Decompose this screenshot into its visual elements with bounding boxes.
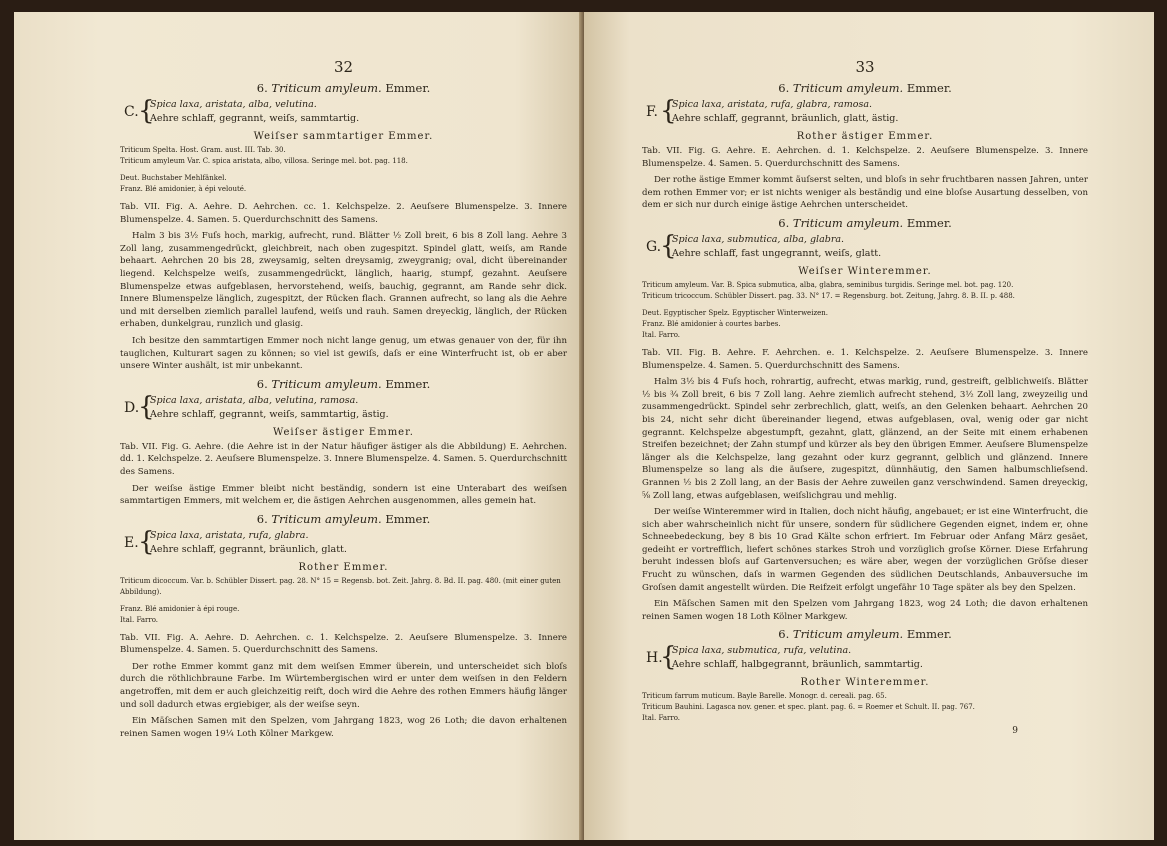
german-diagnosis: Aehre schlaff, gegrannt, weiſs, sammtartig. — [150, 113, 360, 124]
brace-icon: { — [138, 526, 155, 557]
variety-letter: E. — [124, 534, 139, 551]
section-title — [642, 216, 1088, 230]
vernacular-name: Deut. Egyptischer Spelz. Egyptischer Winterweizen. — [642, 308, 829, 317]
section-number: 6. — [778, 627, 790, 642]
common-name: Emmer. — [385, 511, 431, 526]
latin-diagnosis: Spica laxa, aristata, rufa, glabra, ramosa. — [672, 99, 872, 110]
paragraph: Der rothe Emmer kommt ganz mit dem weiſsen Emmer überein, und unterscheidet sich bloſs durch die röthlichbraune Farbe. Im Würtembergischen wird er unter dem weiſsen in den Feldern angetroffen, mit dem er auch gleichzeitig reift, doch wird die Aehre des rothen Emmers häufig länger und soll dadurch etwas ergiebiger, als der weiſse seyn. — [120, 661, 567, 710]
vernacular-name: Deut. Buchstaber Mehlfänkel. — [120, 174, 227, 182]
variety-letter: C. — [124, 104, 139, 120]
section-title — [120, 377, 567, 391]
section-number: 6. — [778, 215, 790, 230]
paragraph: Tab. VII. Fig. A. Aehre. D. Aehrchen. c. 1. Kelchspelze. 2. Aeuſsere Blumenspelze. 3. Innere Blumenspelze. 4. Samen. 5. Querdurchschnitt des Samens. — [120, 632, 567, 656]
german-diagnosis: Aehre schlaff, gegrannt, bräunlich, glatt. — [150, 543, 347, 555]
right-page-content — [642, 12, 1088, 736]
paragraph: Halm 3 bis 3½ Fuſs hoch, markig, aufrecht, rund. Blätter ½ Zoll breit, 6 bis 8 Zoll lang. Aehre 3 Zoll lang, zusammengedrückt, gleichbreit, nach oben zugespitzt. Spindel glatt, weiſs, am Rande behaart. Aehrchen 20 bis 28, zweysamig, selten dreysamig, zweygranig; oval, dicht übereinander liegend. Kelchspelze weiſs, zusammengedrückt, länglich, haarig, stumpf, gezahnt. Aeuſsere Blumenspelze etwas aufgeblasen, hervorstehend, weiſs, bauchig, gegrannt, am Rande sehr dick. Innere Blumenspelze länglich, zugespitzt, der Rücken flach. Grannen aufrecht, so lang als die Aehre und mit derselben ziemlich parallel laufend, weiſs und rauh. Samen dreyeckig, länglich, der Rücken erhaben, dunkelgrau, runzlich und glasig. — [120, 231, 567, 330]
latin-diagnosis: Spica laxa, aristata, alba, velutina. — [150, 99, 317, 110]
species-name: Triticum amyleum. — [271, 81, 382, 95]
paragraph: Tab. VII. Fig. B. Aehre. F. Aehrchen. e. 1. Kelchspelze. 2. Aeuſsere Blumenspelze. 3. Innere Blumenspelze. 4. Samen. 5. Querdurchschnitt des Samens. — [642, 347, 1088, 371]
latin-diagnosis: Spica laxa, submutica, alba, glabra. — [672, 233, 845, 245]
diagnosis — [642, 642, 1088, 673]
common-name: Emmer. — [906, 81, 952, 95]
vernacular-name: Ital. Farro. — [642, 330, 681, 339]
brace-icon: { — [138, 391, 155, 422]
species-name: Triticum amyleum. — [271, 511, 382, 526]
section-title — [642, 627, 1088, 641]
vernacular-name: Ital. Farro. — [642, 714, 681, 723]
species-name: Triticum amyleum. — [792, 81, 904, 95]
common-name: Emmer. — [906, 215, 952, 230]
section-number: 6. — [256, 81, 268, 95]
reference: Triticum Bauhini. Lagasca nov. gener. et spec. plant. pag. 6. = Roemer et Schult. II. pag. 767. — [642, 703, 975, 712]
diagnosis — [120, 526, 567, 558]
variety-name: Weiſser Winteremmer. — [798, 265, 932, 277]
brace-icon: { — [660, 230, 677, 261]
paragraph: Ein Mäſschen Samen mit den Spelzen vom Jahrgang 1823, wog 24 Loth; die davon erhaltenen reinen Samen wogen 18 Loth Kölner Markgew. — [642, 599, 1088, 622]
variety-name: Weiſser ästiger Emmer. — [273, 426, 414, 438]
paragraph: Der weiſse Winteremmer wird in Italien, doch nicht häufig, angebauet; er ist eine Winterfrucht, die sich aber wahrscheinlich nicht für unsere, sondern für südlichere Gegenden eignet, indem er, ohne Schneebedeckung, bey 8 bis 10 Grad Kälte schon erfriert. Im Februar oder Anfang März gesäet, gedeiht er vortrefflich, liefert schönes starkes Stroh und vorzüglich groſse Körner. Diese Erfahrung beruht indessen bloſs auf Gartenversuchen; es wäre aber, wegen der vorzüglichen Gröſse dieser Frucht zu wünschen, daſs in warmen Gegenden des südlichen Deutschlands, Anbauversuche im Groſsen damit angestellt würden. Die Reifzeit erfolgt ungefähr 10 Tage später als bey den Spelzen. — [642, 507, 1088, 593]
variety-name: Rother ästiger Emmer. — [796, 131, 934, 142]
common-name: Emmer. — [906, 627, 952, 642]
species-name: Triticum amyleum. — [792, 627, 904, 642]
brace-icon: { — [138, 96, 155, 126]
reference: Triticum dicoccum. Var. b. Schübler Dissert. pag. 28. N° 15 = Regensb. bot. Zeit. Jahrg. 8. Bd. II. pag. 480. (mit einer guten Abbildung). — [120, 576, 561, 596]
german-diagnosis: Aehre schlaff, gegrannt, bräunlich, glatt, ästig. — [672, 113, 899, 124]
vernacular-name: Franz. Blé amidonier à courtes barbes. — [642, 319, 781, 328]
german-diagnosis: Aehre schlaff, fast ungegrannt, weiſs, glatt. — [672, 247, 882, 259]
vernacular-name: Ital. Farro. — [120, 615, 159, 624]
brace-icon: { — [660, 96, 677, 126]
diagnosis — [642, 230, 1088, 262]
common-name: Emmer. — [385, 376, 431, 391]
paragraph: Ein Mäſschen Samen mit den Spelzen, vom Jahrgang 1823, wog 26 Loth; die davon erhaltenen reinen Samen wogen 19¼ Loth Kölner Markgew. — [120, 716, 567, 739]
latin-diagnosis: Spica laxa, aristata, rufa, glabra. — [150, 529, 309, 541]
section-title — [120, 512, 567, 526]
variety-name: Rother Emmer. — [298, 561, 389, 573]
reference: Triticum amyleum Var. C. spica aristata, albo, villosa. Seringe mel. bot. pag. 118. — [120, 157, 408, 165]
variety-name: Rother Winteremmer. — [800, 677, 930, 689]
vernacular-name: Franz. Blé amidonier, à épi velouté. — [120, 185, 247, 193]
section-number: 6. — [256, 511, 268, 526]
german-diagnosis: Aehre schlaff, gegrannt, weiſs, sammtartig, ästig. — [150, 408, 389, 420]
signature-mark: 9 — [1012, 726, 1018, 737]
latin-diagnosis: Spica laxa, submutica, rufa, velutina. — [672, 645, 852, 657]
german-diagnosis: Aehre schlaff, halbgegrannt, bräunlich, sammtartig. — [672, 659, 923, 671]
section-title — [120, 81, 567, 95]
variety-letter: H. — [646, 650, 663, 667]
left-page — [14, 12, 584, 840]
reference: Triticum Spelta. Host. Gram. aust. III. Tab. 30. — [120, 146, 286, 154]
diagnosis — [642, 96, 1088, 127]
variety-letter: F. — [646, 104, 658, 120]
paragraph: Der weiſse ästige Emmer bleibt nicht beständig, sondern ist eine Unterabart des weiſsen sammtartigen Emmers, mit welchem er, die ästigen Aehrchen ausgenommen, alles gemein hat. — [120, 483, 567, 507]
variety-letter: G. — [646, 238, 662, 255]
vernacular-name: Franz. Blé amidonier à épi rouge. — [120, 604, 240, 613]
page-number: 33 — [855, 58, 875, 76]
reference: Triticum tricoccum. Schübler Dissert. pag. 33. N° 17. = Regensburg. bot. Zeitung, Jahrg. 8. B. II. p. 488. — [642, 291, 1015, 300]
paragraph: Tab. VII. Fig. G. Aehre. (die Aehre ist in der Natur häufiger ästiger als die Abbildung) E. Aehrchen. dd. 1. Kelchspelze. 2. Aeuſsere Blumenspelze. 3. Innere Blumenspelze. 4. Samen. 5. Querdurchschnitt des Samens. — [120, 441, 567, 477]
right-page — [584, 12, 1154, 840]
diagnosis — [120, 96, 567, 127]
species-name: Triticum amyleum. — [271, 376, 382, 391]
variety-letter: D. — [124, 399, 140, 416]
page-number: 32 — [333, 58, 354, 76]
left-page-content — [120, 12, 567, 744]
paragraph: Tab. VII. Fig. A. Aehre. D. Aehrchen. cc. 1. Kelchspelze. 2. Aeuſsere Blumenspelze. 3. Innere Blumenspelze. 4. Samen. 5. Querdurchschnitt des Samens. — [120, 202, 567, 225]
section-number: 6. — [256, 376, 268, 391]
paragraph: Der rothe ästige Emmer kommt äuſserst selten, und bloſs in sehr fruchtbaren nassen Jahren, unter dem rothen Emmer vor; er ist nichts weniger als beständig und eine bloſse Ausartung desselben, von dem er sich nur durch einige ästige Aehrchen unterscheidet. — [642, 175, 1088, 211]
paragraph: Tab. VII. Fig. G. Aehre. E. Aehrchen. d. 1. Kelchspelze. 2. Aeuſsere Blumenspelze. 3. Innere Blumenspelze. 4. Samen. 5. Querdurchschnitt des Samens. — [642, 146, 1088, 169]
reference: Triticum amyleum. Var. B. Spica submutica, alba, glabra, seminibus turgidis. Seringe mel. bot. pag. 120. — [642, 280, 1014, 289]
diagnosis — [120, 391, 567, 423]
section-number: 6. — [778, 81, 790, 95]
reference: Triticum farrum muticum. Bayle Barelle. Monogr. d. cereali. pag. 65. — [642, 692, 887, 701]
section-title — [642, 81, 1088, 95]
variety-name: Weiſser sammtartiger Emmer. — [253, 131, 434, 142]
paragraph: Halm 3½ bis 4 Fuſs hoch, rohrartig, aufrecht, etwas markig, rund, gestreift, gelblichweiſs. Blätter ½ bis ¾ Zoll breit, 6 bis 7 Zoll lang. Aehre ziemlich aufrecht stehend, 3½ Zoll lang, zweyzeilig und zusammengedrückt. Spindel sehr zerbrechlich, glatt, weiſs, an den Gelenken behaart. Aehrchen 20 bis 24, nicht sehr dicht übereinander liegend, etwas aufgeblasen, oval, wenig oder gar nicht gegrannt. Kelchspelze abgestumpft, gezahnt, glatt, glänzend, an der Seite mit einem erhabenen Streifen bezeichnet; der Zahn stumpf und kürzer als bey den übrigen Emmer. Aeuſsere Blumenspelze länger als die Kelchspelze, lang gezahnt oder kurz gegrannt, gelblich und glänzend. Innere Blumenspelze so lang als die äuſsere, zugespitzt, dünnhäutig, den Samen halbumschlieſsend. Grannen ½ bis 2 Zoll lang, an der Basis der Aehre zuweilen ganz verschwindend. Samen dreyeckig, ⅝ Zoll lang, etwas aufgeblasen, weiſslichgrau und mehlig. — [642, 377, 1088, 501]
latin-diagnosis: Spica laxa, aristata, alba, velutina, ramosa. — [150, 394, 359, 406]
brace-icon: { — [660, 642, 677, 673]
book — [14, 12, 1154, 840]
common-name: Emmer. — [385, 81, 431, 95]
paragraph: Ich besitze den sammtartigen Emmer noch nicht lange genug, um etwas genauer von der, für ihn tauglichen, Kulturart sagen zu können; so viel ist gewiſs, daſs er eine Winterfrucht ist, ob er aber unsere Winter aushält, ist mir unbekannt. — [120, 335, 567, 372]
species-name: Triticum amyleum. — [792, 215, 904, 230]
